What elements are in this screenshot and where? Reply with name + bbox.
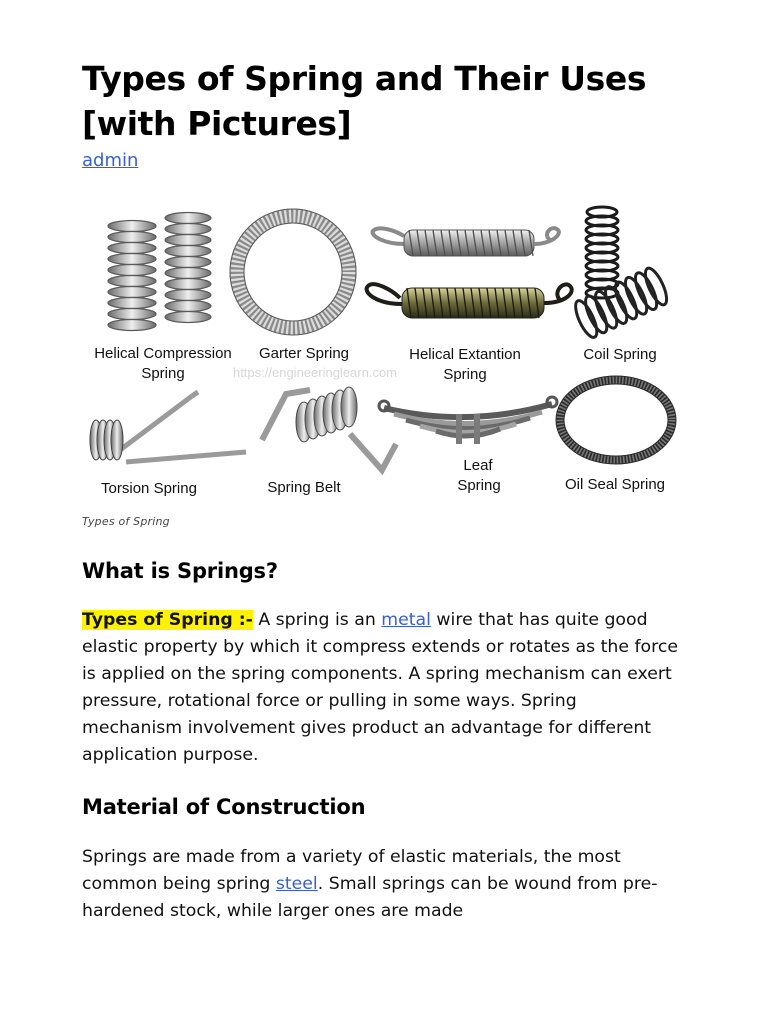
helical-compression-spring-icon [108,213,211,331]
paragraph-material [82,844,682,925]
section-heading-material: Material of Construction [82,795,366,819]
torsion-spring-icon [90,392,246,462]
coil-spring-icon [571,207,670,340]
garter-spring-icon [230,209,356,335]
label-coil: Coil Spring [583,346,657,363]
author-link[interactable]: admin [82,150,139,171]
steel-link[interactable]: steel [275,874,318,895]
spring-types-figure [82,200,686,506]
label-helical-extension-1: Helical Extantion [409,346,521,363]
title-line-2: [with Pictures] [82,104,352,143]
label-leaf-1: Leaf [463,457,493,474]
spring-belt-icon [262,387,396,470]
title-line-1: Types of Spring and Their Uses [82,59,647,98]
paragraph-what-is-springs [82,607,682,770]
label-leaf-2: Spring [457,477,501,494]
label-helical-extension-2: Spring [443,366,487,383]
figure-watermark: https://engineeringlearn.com [232,365,398,380]
label-helical-compression-2: Spring [141,365,185,382]
metal-link[interactable]: metal [381,610,431,630]
section-heading-what-is-springs: What is Springs? [82,559,278,583]
spring-types-image [82,200,686,506]
article-title [82,56,722,146]
label-helical-compression-1: Helical Compression [94,345,232,362]
leaf-spring-icon [379,397,557,444]
label-belt: Spring Belt [267,479,341,496]
highlighted-term: Types of Spring :- [82,610,253,630]
oil-seal-spring-icon [560,380,672,460]
label-garter: Garter Spring [258,345,350,362]
helical-extension-spring-icon [367,228,572,318]
paragraph-text: A spring is an [252,610,382,630]
label-torsion: Torsion Spring [101,480,197,497]
paragraph-text: Springs are made from a variety of elastic materials, the most common being spring [82,847,621,895]
paragraph-text: . Small springs can be wound from pre-hardened stock, while larger ones are made [82,874,658,922]
paragraph-text: wire that has quite good elastic property by which it compress extends or rotates as the force is applied on the spring components. A spring mechanism can exert pressure, rotational force or pulling in some ways. Spring mechanism involvement gives product an advantage for different application purpose. [82,610,678,766]
label-oil-seal: Oil Seal Spring [564,476,666,493]
figure-caption: Types of Spring [82,515,170,528]
